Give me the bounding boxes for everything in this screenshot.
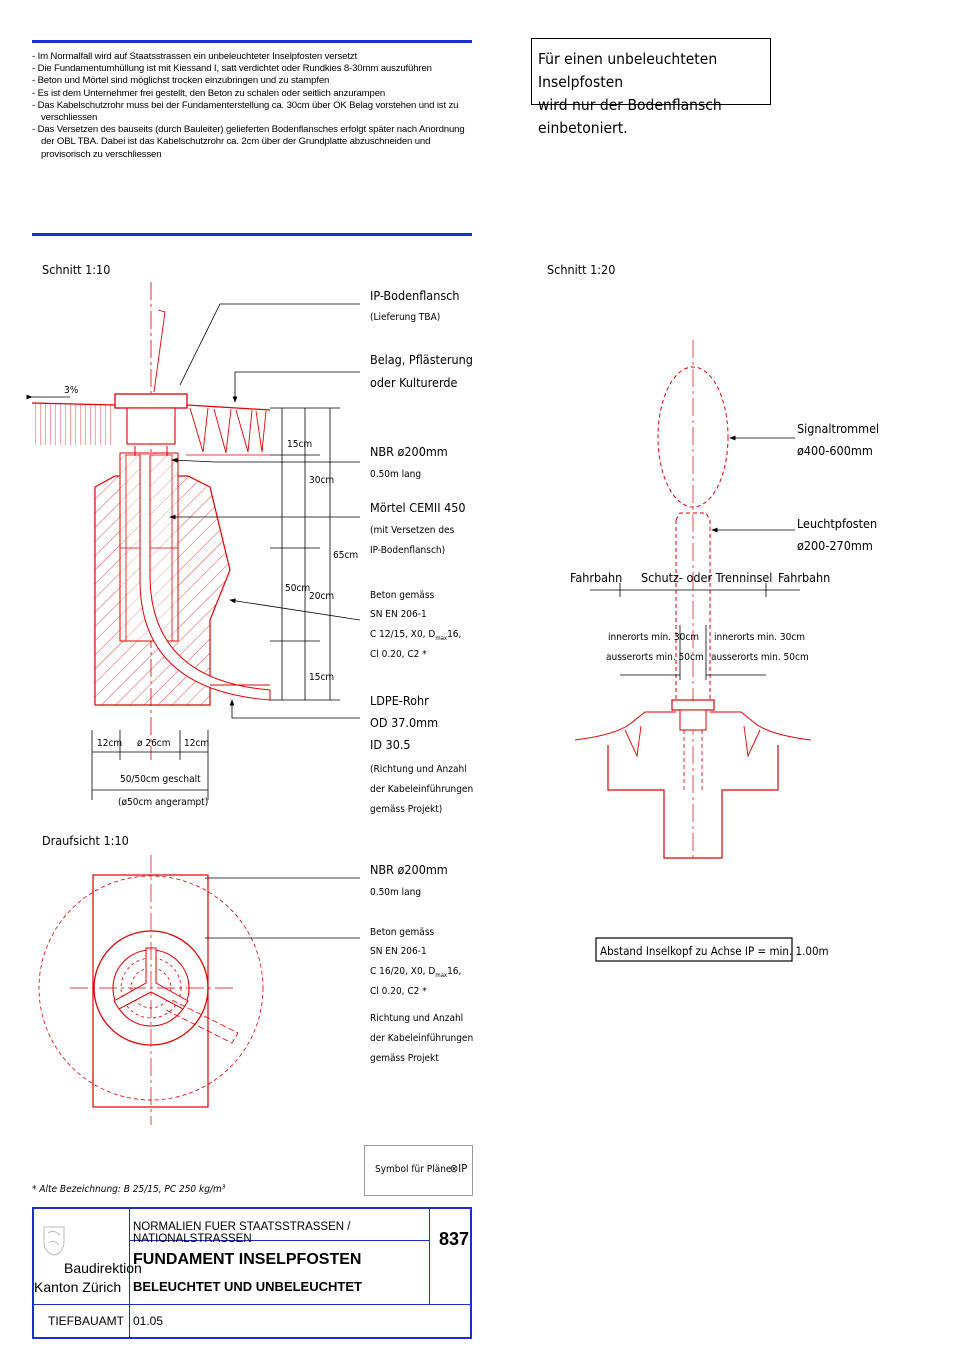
dim-15cm-bottom: 15cm — [309, 672, 335, 683]
label-ausser-left: ausserorts min. 50cm — [606, 652, 704, 663]
label-moertel: Mörtel CEMII 450 — [370, 500, 466, 515]
label-ip-flange-sub: (Lieferung TBA) — [370, 312, 441, 323]
footnote: * Alte Bezeichnung: B 25/15, PC 250 kg/m³ — [32, 1184, 226, 1195]
label-leuchtpfosten: Leuchtpfosten — [797, 516, 878, 531]
unlit-note-line-1: Für einen unbeleuchteten Inselpfosten — [538, 50, 718, 91]
label-beton-2: SN EN 206-1 — [370, 609, 427, 620]
label-signaltrommel-dia: ø400-600mm — [797, 443, 873, 458]
drawing-number: 837 — [439, 1229, 470, 1249]
label-moertel-sub-1: (mit Versetzen des — [370, 525, 455, 536]
dim-15cm-top: 15cm — [287, 439, 313, 450]
label-beton-3: C 12/15, X0, $D_{max}16$, — [370, 629, 462, 642]
org-name-2: Kanton Zürich — [34, 1279, 122, 1295]
drawing-subtitle: BELEUCHTET UND UNBELEUCHTET — [133, 1279, 362, 1294]
schnitt-10-heading: Schnitt 1:10 — [42, 262, 111, 277]
label-belag-2: oder Kulturerde — [370, 375, 458, 390]
label-nbr-sub: 0.50m lang — [370, 469, 422, 480]
plan-beton-3: C 16/20, X0, $D_{max}16$, — [370, 966, 462, 979]
note-item: - Beton und Mörtel sind möglichst trocken einzubringen und zu stampfen — [32, 75, 472, 87]
dim-65cm: 65cm — [333, 550, 359, 561]
note-item: - Im Normalfall wird auf Staatsstrassen ein unbeleuchteter Inselpfosten versetzt — [32, 51, 472, 63]
vertical-dimensions — [270, 408, 340, 700]
note-item: - Das Versetzen des bauseits (durch Bauleiter) gelieferten Bodenflansches erfolgt später nach Anordnung der OBL TBA. Dabei ist das Kabelschutzrohr ca. 2cm über der Grundplatte abzuschneiden und provisorisch zu verschliessen — [32, 124, 472, 161]
plan-beton-4: Cl 0.20, C2 * — [370, 986, 427, 997]
label-belag-1: Belag, Pflästerung — [370, 352, 473, 367]
note-item: - Es ist dem Unternehmer frei gestellt, den Beton zu schalen oder seitlich anzurampen — [32, 88, 472, 100]
revision-date: 01.05 — [133, 1314, 164, 1328]
symbol-label: Symbol für Pläne — [375, 1164, 452, 1175]
label-ldpe-2: OD 37.0mm — [370, 715, 439, 730]
plan-label-nbr: NBR ø200mm — [370, 862, 448, 877]
label-abstand: Abstand Inselkopf zu Achse IP = min. 1.00m — [600, 944, 829, 958]
label-signaltrommel: Signaltrommel — [797, 421, 880, 436]
label-fahrbahn-right: Fahrbahn — [778, 570, 831, 585]
note-item: - Die Fundamentumhüllung ist mit Kiessand I, satt verdichtet oder Rundkies 8-30mm auszuführen — [32, 63, 472, 75]
dim-26cm: ø 26cm — [137, 738, 171, 749]
plan-sub-3: gemäss Projekt — [370, 1053, 439, 1064]
symbol-mark: IP — [458, 1162, 468, 1175]
plan-sub-2: der Kabeleinführungen — [370, 1033, 474, 1044]
title-block — [32, 1207, 472, 1339]
label-moertel-sub-2: IP-Bodenflansch) — [370, 545, 446, 556]
label-insel: Schutz- oder Trenninsel — [641, 570, 773, 585]
plan-sub-1: Richtung und Anzahl — [370, 1013, 464, 1024]
drawing-title: FUNDAMENT INSELPFOSTEN — [133, 1251, 362, 1268]
label-ausser-right: ausserorts min. 50cm — [711, 652, 809, 663]
ip-symbol-icon: ⊗IP — [450, 1162, 468, 1175]
label-ldpe-sub-2: der Kabeleinführungen — [370, 784, 474, 795]
section-20-drawing — [575, 340, 811, 860]
dim-12cm-right: 12cm — [184, 738, 210, 749]
schnitt-20-heading: Schnitt 1:20 — [547, 262, 616, 277]
plan-view — [39, 855, 263, 1125]
dim-50cm: 50cm — [285, 583, 311, 594]
symbol-box — [364, 1145, 473, 1196]
plan-beton-2: SN EN 206-1 — [370, 946, 427, 957]
ip-flange — [115, 394, 187, 456]
cable-pipe-stub — [154, 310, 165, 392]
department: TIEFBAUAMT — [48, 1314, 125, 1328]
label-nbr: NBR ø200mm — [370, 444, 448, 459]
unlit-note-line-2: wird nur der Bodenflansch einbetoniert. — [538, 96, 722, 137]
normalien-text: NORMALIEN FUER STAATSSTRASSEN / NATIONALSTRASSEN — [133, 1221, 351, 1245]
dim-30cm: 30cm — [309, 475, 335, 486]
plan-label-nbr-sub: 0.50m lang — [370, 887, 422, 898]
label-fahrbahn-left: Fahrbahn — [570, 570, 623, 585]
label-beton-1: Beton gemäss — [370, 590, 435, 601]
label-ldpe-sub-3: gemäss Projekt) — [370, 804, 443, 815]
label-ip-flange: IP-Bodenflansch — [370, 288, 460, 303]
label-inner-right: innerorts min. 30cm — [714, 632, 806, 643]
label-ldpe-sub-1: (Richtung und Anzahl — [370, 764, 467, 775]
canton-crest-icon — [40, 1223, 68, 1257]
section-20-leaders — [590, 438, 800, 680]
label-inner-left: innerorts min. 30cm — [608, 632, 700, 643]
label-beton-4: Cl 0.20, C2 * — [370, 649, 427, 660]
label-ldpe-3: ID 30.5 — [370, 737, 411, 752]
dim-12cm-left: 12cm — [97, 738, 123, 749]
label-ldpe-1: LDPE-Rohr — [370, 693, 429, 708]
draufsicht-heading: Draufsicht 1:10 — [42, 833, 129, 848]
dim-50cm-ramp: (ø50cm angerampt) — [118, 797, 209, 808]
dim-50-50cm: 50/50cm geschalt — [120, 774, 201, 785]
org-name-1: Baudirektion — [64, 1260, 142, 1276]
slope-label: 3% — [64, 385, 79, 396]
note-item: - Das Kabelschutzrohr muss bei der Fundamenterstellung ca. 30cm über OK Belag vorstehen und ist zu verschliessen — [32, 100, 472, 124]
plan-leaders — [205, 878, 360, 938]
dim-20cm: 20cm — [309, 591, 335, 602]
label-leuchtpfosten-dia: ø200-270mm — [797, 538, 873, 553]
plan-beton-1: Beton gemäss — [370, 927, 435, 938]
